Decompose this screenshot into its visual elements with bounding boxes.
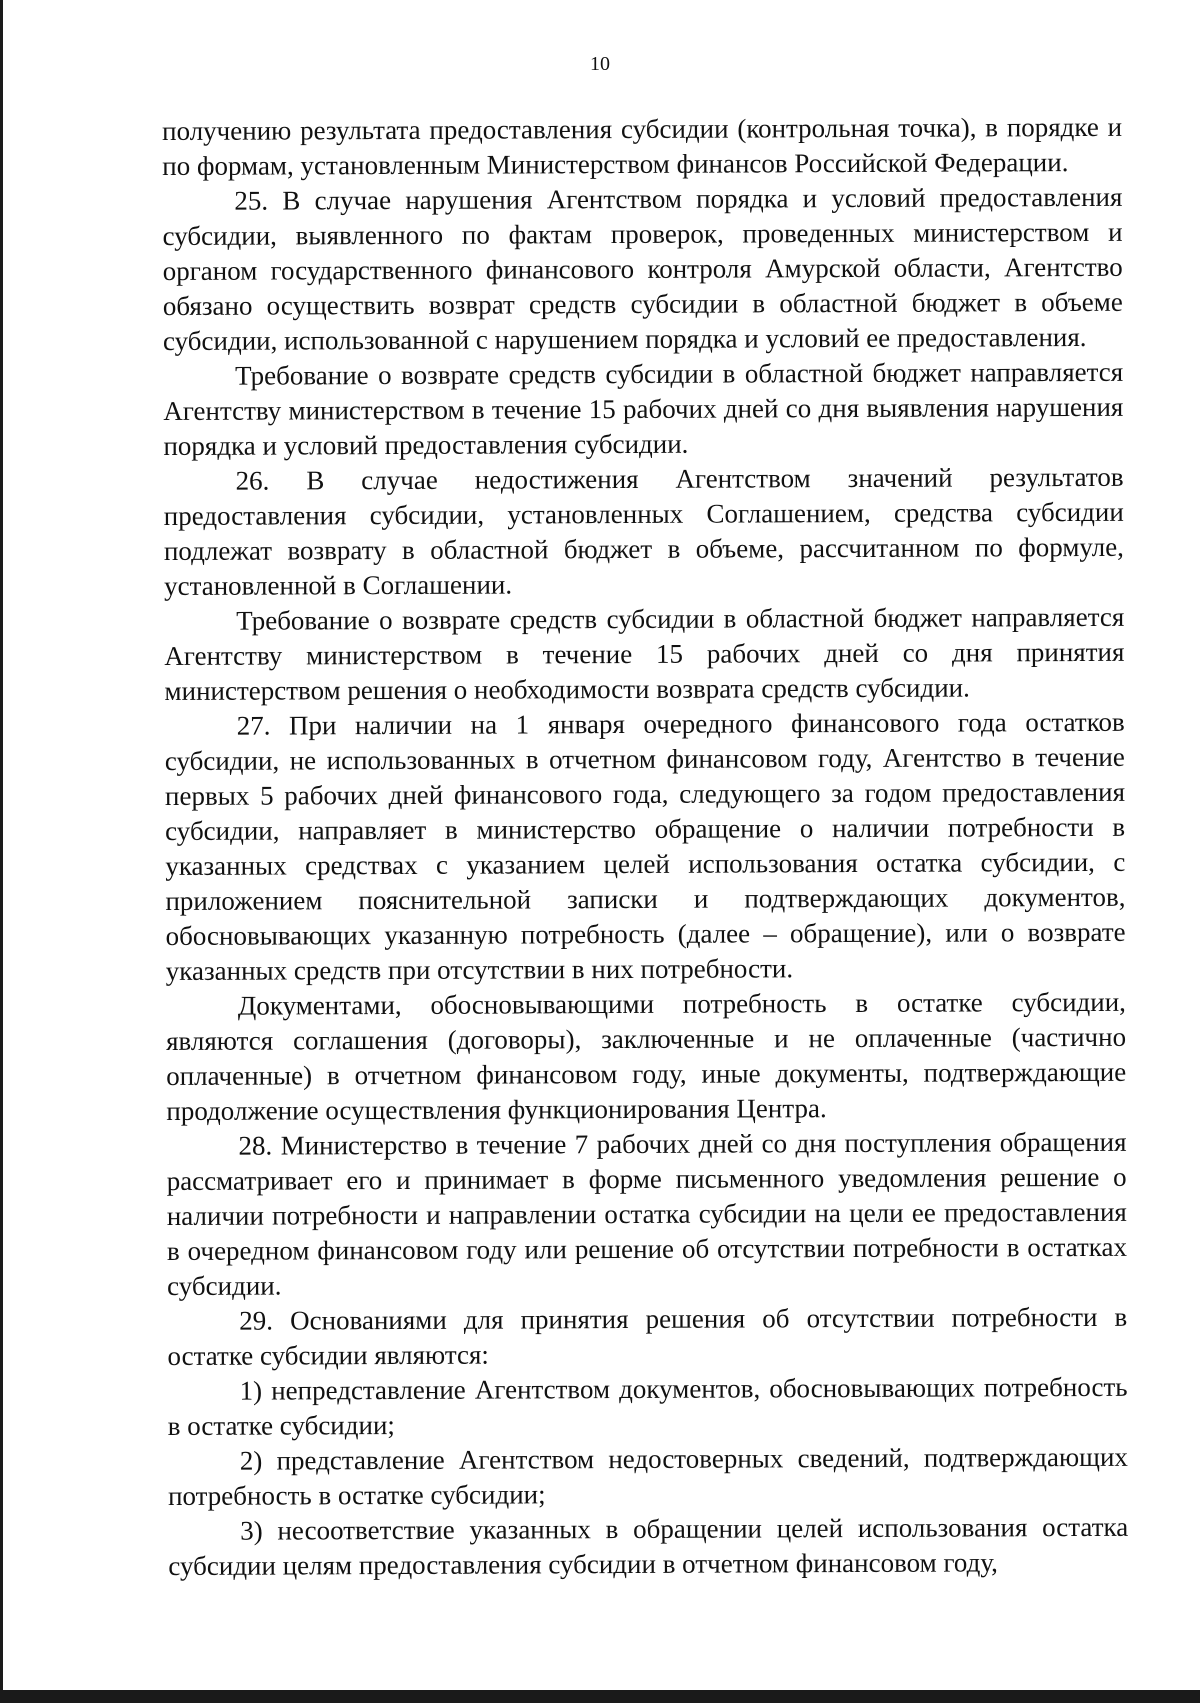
list-item-2: 2) представление Агентством недостоверных сведений, подтверждающих потребность в остатке субсидии; <box>167 1441 1128 1511</box>
paragraph-item-28: 28. Министерство в течение 7 рабочих дней со дня поступления обращения рассматривает его и принимает в форме письменного уведомления решение о наличии потребности и направлении остатка субсидии на цели ее предоставления в очередном финансовом году или решение об отсутствии потребности в остатках субсидии. <box>166 1126 1128 1301</box>
scan-edge-left <box>0 0 3 1703</box>
list-item-1: 1) непредставление Агентством документов, обосновывающих потребность в остатке субсидии; <box>167 1371 1128 1441</box>
paragraph-refund-demand-decision: Требование о возврате средств субсидии в областной бюджет направляется Агентству министерством в течение 15 рабочих дней со дня принятия министерством решения о необходимости возврата средств субсидии. <box>164 601 1125 706</box>
paragraph-item-29: 29. Основаниями для принятия решения об отсутствии потребности в остатке субсидии являются: <box>167 1301 1128 1371</box>
paragraph-continuation: получению результата предоставления субсидии (контрольная точка), в порядке и по формам, установленным Министерством финансов Российской Федерации. <box>162 111 1123 181</box>
list-item-3: 3) несоответствие указанных в обращении целей использования остатка субсидии целям предоставления субсидии в отчетном финансовом году, <box>168 1511 1129 1581</box>
document-body <box>162 110 1128 1584</box>
paragraph-item-26: 26. В случае недостижения Агентством значений результатов предоставления субсидии, установленных Соглашением, средства субсидии подлежат возврату в областной бюджет в объеме, рассчитанном по формуле, установленной в Соглашении. <box>163 461 1124 601</box>
paragraph-supporting-documents: Документами, обосновывающими потребность в остатке субсидии, являются соглашения (договоры), заключенные и не оплаченные (частично оплаченные) в отчетном финансовом году, иные документы, подтверждающие продолжение осуществления функционирования Центра. <box>165 986 1127 1126</box>
paragraph-item-27: 27. При наличии на 1 января очередного финансового года остатков субсидии, не использованных в отчетном финансовом году, Агентство в течение первых 5 рабочих дней финансового года, следующего за годом предоставления субсидии, направляет в министерство обращение о наличии потребности в указанных средствах с указанием целей использования остатка субсидии, с приложением пояснительной записки и подтверждающих документов, обосновывающих указанную потребность (далее – обращение), или о возврате указанных средств при отсутствии в них потребности. <box>164 706 1126 986</box>
scan-edge-bottom <box>0 1690 1200 1703</box>
page-number: 10 <box>590 53 610 75</box>
paragraph-refund-demand-violation: Требование о возврате средств субсидии в областной бюджет направляется Агентству министерством в течение 15 рабочих дней со дня выявления нарушения порядка и условий предоставления субсидии. <box>163 356 1124 461</box>
paragraph-item-25: 25. В случае нарушения Агентством порядка и условий предоставления субсидии, выявленного по фактам проверок, проведенных министерством и органом государственного финансового контроля Амурской области, Агентство обязано осуществить возврат средств субсидии в областной бюджет в объеме субсидии, использованной с нарушением порядка и условий ее предоставления. <box>162 181 1123 356</box>
